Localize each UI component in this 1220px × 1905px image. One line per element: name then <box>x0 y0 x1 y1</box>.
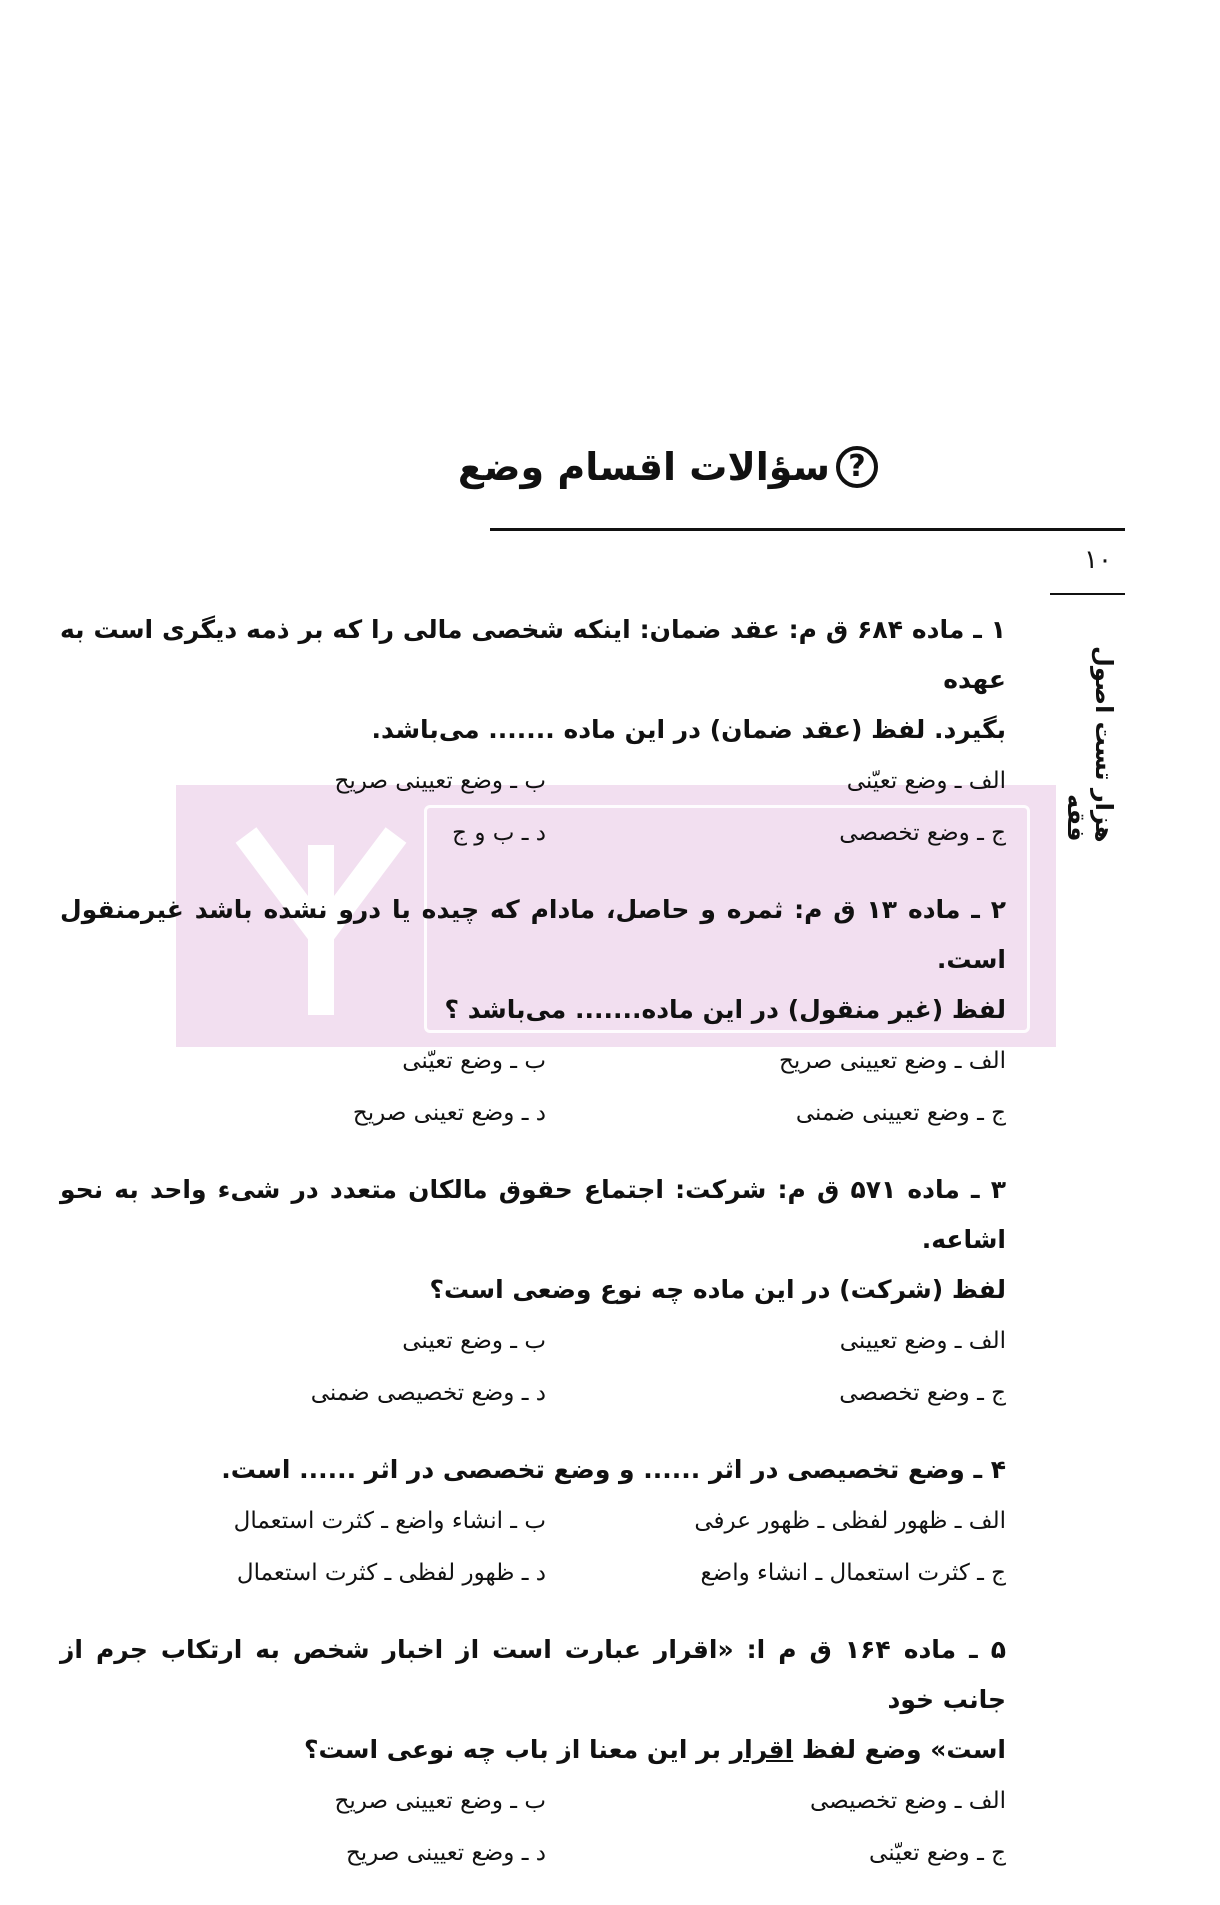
question-stem <box>60 1625 1006 1775</box>
stem-line: ۴ ـ وضع تخصیصی در اثر ...... و وضع تخصصی در اثر ...... است. <box>221 1455 1006 1484</box>
option-alef[interactable]: الف ـ وضع تعیینی <box>839 1328 1006 1354</box>
answer-options <box>60 1495 1006 1599</box>
question-4 <box>60 1445 1006 1599</box>
stem-line: بگیرد. لفظ (عقد ضمان) در این ماده ....... می‌باشد. <box>371 715 1006 744</box>
title-divider <box>490 528 1125 531</box>
question-3 <box>60 1165 1006 1419</box>
question-stem <box>60 1445 1006 1495</box>
question-circle-icon: ? <box>836 446 878 488</box>
section-title-text: سؤالات اقسام وضع <box>457 445 830 489</box>
option-dal[interactable]: د ـ ب و ج <box>452 820 546 846</box>
option-jim[interactable]: ج ـ وضع تخصصی <box>839 1380 1006 1406</box>
stem-line: ۳ ـ ماده ۵۷۱ ق م: شرکت: اجتماع حقوق مالکان متعدد در شیء واحد به نحو اشاعه. <box>60 1175 1006 1254</box>
option-be[interactable]: ب ـ وضع تعیینی صریح <box>334 768 546 794</box>
question-5 <box>60 1625 1006 1879</box>
stem-text: بر این معنا از باب چه نوعی است؟ <box>303 1735 730 1764</box>
question-stem <box>60 605 1006 755</box>
answer-options <box>60 1035 1006 1139</box>
page-number: ۱۰ <box>1084 545 1112 575</box>
option-be[interactable]: ب ـ انشاء واضع ـ کثرت استعمال <box>233 1508 546 1534</box>
option-alef[interactable]: الف ـ ظهور لفظی ـ ظهور عرفی <box>694 1508 1006 1534</box>
stem-line <box>60 1725 1006 1775</box>
option-jim[interactable]: ج ـ وضع تخصصی <box>839 820 1006 846</box>
stem-line: لفظ (غیر منقول) در این ماده....... می‌باشد ؟ <box>444 995 1006 1024</box>
stem-line: ۲ ـ ماده ۱۳ ق م: ثمره و حاصل، مادام که چیده یا درو نشده باشد غیرمنقول است. <box>60 895 1007 974</box>
option-dal[interactable]: د ـ وضع تعیینی صریح <box>345 1840 546 1866</box>
option-dal[interactable]: د ـ وضع تخصیصی ضمنی <box>310 1380 546 1406</box>
stem-line: لفظ (شرکت) در این ماده چه نوع وضعی است؟ <box>429 1275 1006 1304</box>
option-jim[interactable]: ج ـ کثرت استعمال ـ انشاء واضع <box>700 1560 1006 1586</box>
option-dal[interactable]: د ـ وضع تعینی صریح <box>352 1100 546 1126</box>
answer-options <box>60 1775 1006 1879</box>
option-alef[interactable]: الف ـ وضع تخصیصی <box>809 1788 1006 1814</box>
option-jim[interactable]: ج ـ وضع تعیینی ضمنی <box>795 1100 1006 1126</box>
option-alef[interactable]: الف ـ وضع تعیّنی <box>846 768 1006 794</box>
option-alef[interactable]: الف ـ وضع تعیینی صریح <box>778 1048 1006 1074</box>
underlined-term: اقرار <box>729 1735 794 1764</box>
running-book-title: هزار تست اصول فقه <box>1062 645 1118 842</box>
option-be[interactable]: ب ـ وضع تعیینی صریح <box>334 1788 546 1814</box>
stem-text: است» وضع لفظ <box>793 1735 1006 1764</box>
page-number-divider <box>1050 593 1125 595</box>
option-be[interactable]: ب ـ وضع تعیّنی <box>402 1048 546 1074</box>
option-jim[interactable]: ج ـ وضع تعیّنی <box>869 1840 1006 1866</box>
question-list <box>60 605 1006 1905</box>
answer-options <box>60 1315 1006 1419</box>
answer-options <box>60 755 1006 859</box>
section-title <box>458 445 878 489</box>
question-stem <box>60 1165 1006 1315</box>
stem-line: ۱ ـ ماده ۶۸۴ ق م: عقد ضمان: اینکه شخصی مالی را که بر ذمه دیگری است به عهده <box>60 615 1006 694</box>
question-1 <box>60 605 1006 859</box>
question-2 <box>60 885 1006 1139</box>
option-be[interactable]: ب ـ وضع تعینی <box>402 1328 546 1354</box>
option-dal[interactable]: د ـ ظهور لفظی ـ کثرت استعمال <box>236 1560 546 1586</box>
stem-line: ۵ ـ ماده ۱۶۴ ق م ا: «اقرار عبارت است از اخبار شخص به ارتکاب جرم از جانب خود <box>60 1635 1006 1714</box>
question-stem <box>60 885 1006 1035</box>
